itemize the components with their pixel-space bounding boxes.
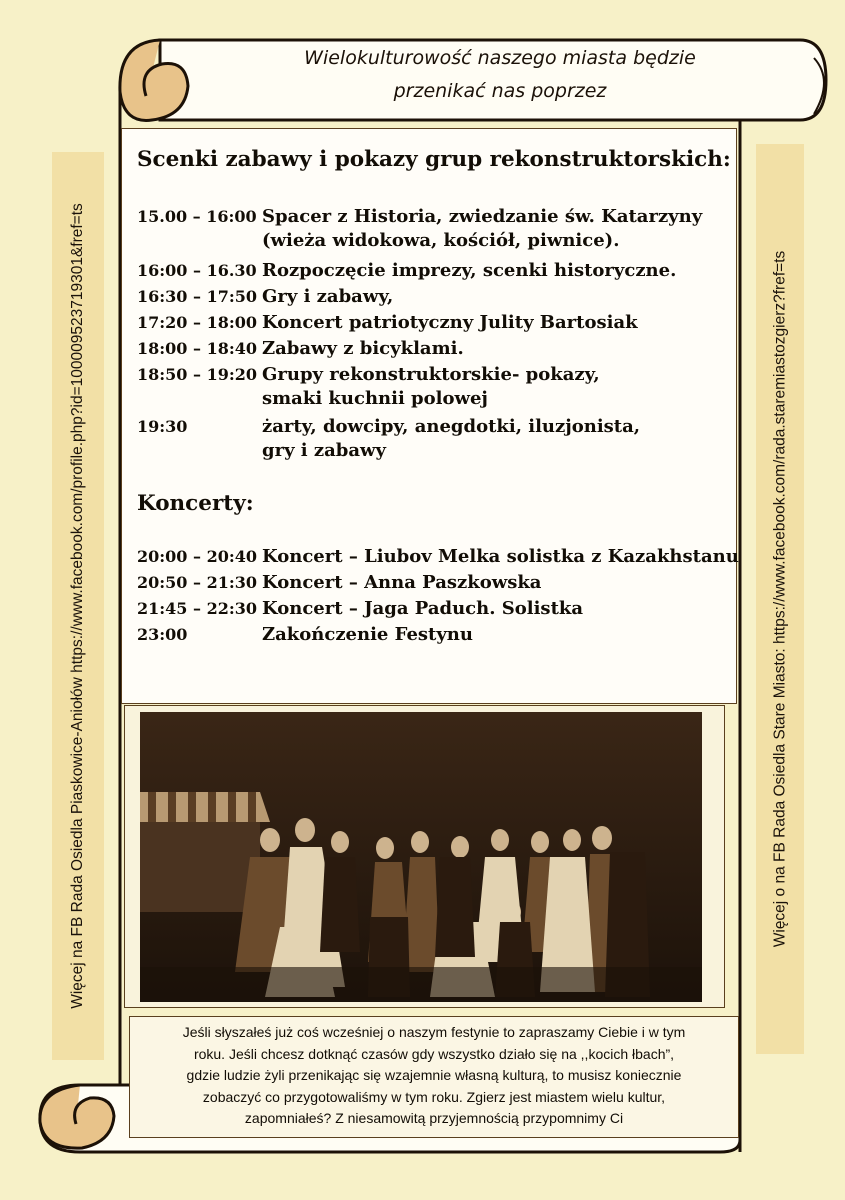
concerts-title: Koncerty: (137, 491, 254, 516)
info-line: zapomniałeś? Z niesamowitą przyjemnością przypomnimy Ci (244, 1110, 624, 1126)
schedule-time: 16:30 – 17:50 (137, 287, 258, 306)
schedule-desc-cont: (wieża widokowa, kościół, piwnice). (262, 230, 620, 251)
schedule-row (137, 415, 640, 463)
photo-frame (124, 705, 725, 1008)
info-line: roku. Jeśli chcesz dotknąć czasów gdy wszystko działo się na ,,kocich łbach”, (193, 1045, 675, 1062)
schedule-desc: żarty, dowcipy, anegdotki, iluzjonista, (262, 416, 641, 437)
schedule-row (137, 337, 464, 361)
schedule-time: 19:30 (137, 417, 188, 436)
schedule-desc: Gry i zabawy, (262, 286, 394, 307)
concert-desc: Koncert – Anna Paszkowska (262, 572, 542, 593)
header-line-2: przenikać nas poprzez (393, 80, 607, 102)
concert-desc: Zakończenie Festynu (262, 624, 473, 645)
schedule-panel (121, 128, 737, 704)
schedule-desc-cont: smaki kuchnii polowej (262, 388, 488, 409)
concert-time: 23:00 (137, 625, 188, 644)
schedule-row (137, 285, 393, 309)
info-box (129, 1016, 739, 1138)
schedule-desc: Zabawy z bicyklami. (262, 338, 464, 359)
schedule-desc: Koncert patriotyczny Julity Bartosiak (262, 312, 638, 333)
left-fb-link-text: Więcej na FB Rada Osiedla Piaskowice-Aniołów https://www.facebook.com/profile.php?id=100009523719301&fref=ts (69, 203, 87, 1009)
schedule-desc: Rozpoczęcie imprezy, scenki historyczne. (262, 260, 677, 281)
concert-desc: Koncert – Liubov Melka solistka z Kazakhstanu (262, 546, 739, 567)
header (200, 42, 800, 118)
header-line-1: Wielokulturowość naszego miasta będzie (304, 47, 696, 69)
schedule-row (137, 259, 676, 283)
info-line: zobaczyć co przygotowaliśmy w tym roku. Zgierz jest miastem wielu kultur, (202, 1088, 666, 1105)
schedule-desc: Spacer z Historia, zwiedzanie św. Katarzyny (262, 206, 703, 227)
concert-row (137, 545, 739, 569)
schedule-title: Scenki zabawy i pokazy grup rekonstruktorskich: (137, 147, 731, 172)
concert-row (137, 571, 541, 595)
schedule-desc-cont: gry i zabawy (262, 440, 386, 461)
concert-row (137, 623, 473, 647)
concert-time: 20:50 – 21:30 (137, 573, 258, 592)
concert-desc: Koncert – Jaga Paduch. Solistka (262, 598, 584, 619)
concert-row (137, 597, 583, 621)
schedule-time: 17:20 – 18:00 (137, 313, 258, 332)
schedule-time: 18:50 – 19:20 (137, 365, 258, 384)
schedule-row (137, 311, 638, 335)
schedule-time: 18:00 – 18:40 (137, 339, 258, 358)
info-line: Jeśli słyszałeś już coś wcześniej o naszym festynie to zapraszamy Ciebie i w tym (182, 1024, 686, 1040)
concert-time: 21:45 – 22:30 (137, 599, 258, 618)
right-fb-link-text: Więcej o na FB Rada Osiedla Stare Miasto: https://www.facebook.com/rada.staremiastozgierz?fref=ts (771, 250, 789, 948)
schedule-time: 16:00 – 16.30 (137, 261, 257, 280)
schedule-row (137, 363, 600, 411)
group-photo-illustration (140, 712, 702, 1002)
info-line: gdzie ludzie żyli przenikając się wzajemnie własną kulturą, to musisz koniecznie (186, 1067, 682, 1083)
group-photo (140, 712, 702, 1002)
schedule-desc: Grupy rekonstruktorskie- pokazy, (262, 364, 600, 385)
schedule-time: 15.00 – 16:00 (137, 207, 257, 226)
concert-time: 20:00 – 20:40 (137, 547, 258, 566)
schedule-row (137, 205, 702, 253)
